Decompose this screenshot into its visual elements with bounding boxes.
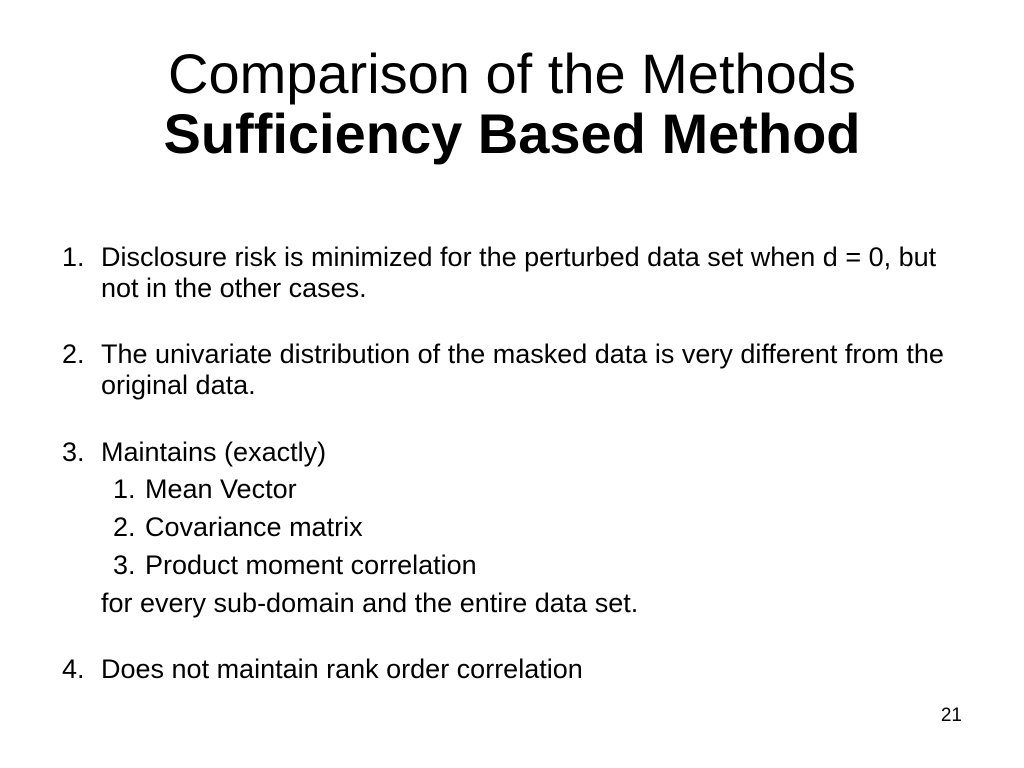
page-number: 21 — [940, 705, 962, 726]
sub-item-number: 1. — [113, 474, 136, 504]
list-item-text: Disclosure risk is minimized for the perturbed data set when d = 0, but not in the other cases. — [101, 242, 937, 303]
sub-item-number: 3. — [113, 550, 136, 580]
list-item-number: 4. — [62, 654, 85, 684]
list-item-1 — [62, 242, 962, 304]
sub-item-number: 2. — [113, 512, 136, 542]
sub-item-2 — [113, 512, 913, 543]
list-item-number: 1. — [62, 242, 85, 272]
list-item-number: 3. — [62, 437, 85, 467]
list-item-text: Maintains (exactly) — [101, 437, 327, 467]
sub-item-text: Product moment correlation — [145, 550, 477, 580]
sub-item-3 — [113, 550, 913, 581]
title-block — [0, 44, 1024, 164]
sub-item-text: Covariance matrix — [145, 512, 363, 542]
list-item-2 — [62, 339, 962, 401]
list-item-3 — [62, 437, 962, 468]
slide-subtitle: Sufficiency Based Method — [163, 102, 861, 165]
list-item-text: The univariate distribution of the masked data is very different from the original data. — [101, 339, 944, 400]
sub-item-text: Mean Vector — [145, 474, 297, 504]
list-item-number: 2. — [62, 339, 85, 369]
sub-item-1 — [113, 474, 913, 505]
slide-title: Comparison of the Methods — [168, 42, 856, 105]
continuation-text: for every sub-domain and the entire data set. — [101, 588, 639, 618]
list-item-4 — [62, 654, 962, 685]
list-item-text: Does not maintain rank order correlation — [101, 654, 583, 684]
